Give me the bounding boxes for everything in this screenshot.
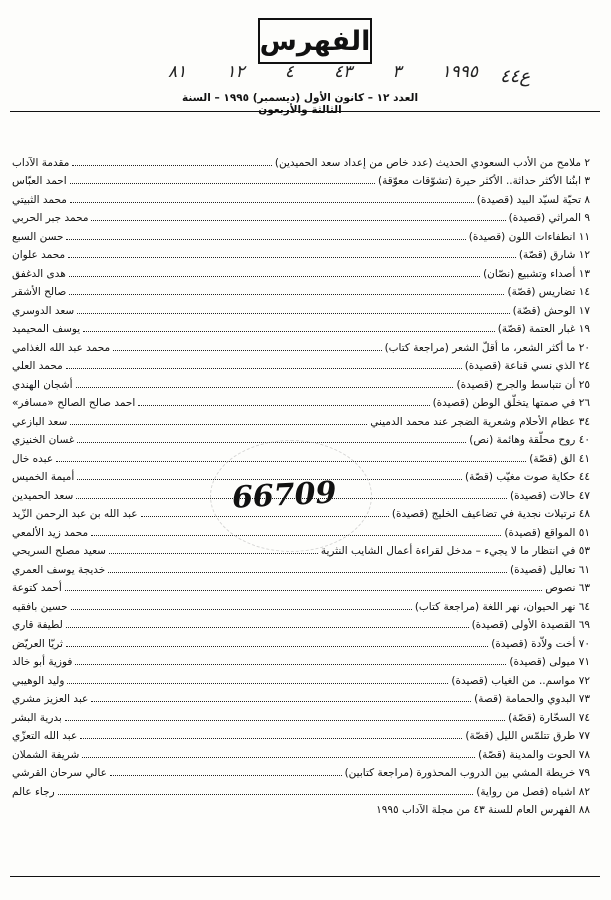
entry-title: ١٧ الوحش (قصّة) bbox=[512, 304, 590, 317]
entry-title: ٢٠ ما أكثر الشعر، ما أقلّ الشعر (مراجعة كتاب) bbox=[384, 341, 590, 354]
entry-author: رجاء عالم bbox=[12, 785, 55, 798]
entry-title: ٧٢ مواسم.. من الغياب (قصيدة) bbox=[451, 674, 590, 687]
entry-author: عالي سرحان القرشي bbox=[12, 767, 107, 779]
entry-title: ١٩ غبار العتمة (قصّة) bbox=[497, 323, 590, 335]
dot-leader bbox=[66, 368, 462, 369]
entry-author: خديجة يوسف العمري bbox=[12, 563, 106, 576]
entry-title: ٩ المراثي (قصيدة) bbox=[508, 212, 590, 224]
toc-entry bbox=[12, 779, 590, 798]
entry-title: ٤٧ حالات (قصيدة) bbox=[509, 489, 590, 502]
handwritten-number: ١٩٩٥ bbox=[441, 62, 478, 82]
entry-title: ٣ ابنُنا الأكثر حداثة.. الأكثر حيرة (تشوّقات معوّقة) bbox=[378, 175, 590, 187]
toc-entry bbox=[12, 409, 590, 428]
entry-title: ٧٣ البدوي والحمامة (قصة) bbox=[474, 693, 590, 705]
entry-author: عبده خال bbox=[12, 452, 54, 465]
toc-entry bbox=[12, 631, 590, 650]
dot-leader bbox=[82, 757, 475, 758]
entry-author: أحمد كتوعة bbox=[12, 582, 62, 594]
issue-info: العدد ١٢ – كانون الأول (ديسمبر) ١٩٩٥ – السنة الثالثة والأربعون bbox=[181, 92, 419, 116]
entry-author: سعيد مصلح السريحي bbox=[12, 545, 106, 557]
entry-title: ٧٠ أخت ولاّدة (قصيدة) bbox=[491, 637, 590, 650]
entry-author: أميمة الخميس bbox=[12, 471, 75, 483]
dot-leader bbox=[76, 387, 454, 388]
entry-title: ٢ ملامح من الأدب السعودي الحديث (عدد خاص من إعداد سعد الحميدين) bbox=[274, 156, 590, 169]
dot-leader bbox=[69, 294, 504, 295]
dot-leader bbox=[71, 609, 412, 610]
entry-author: محمد العلي bbox=[12, 360, 63, 372]
dot-leader bbox=[110, 775, 342, 776]
bottom-divider bbox=[10, 876, 600, 877]
toc-entry bbox=[12, 354, 590, 373]
entry-author: وليد الوهيبي bbox=[12, 674, 65, 687]
entry-title: ١١ انطفاءات اللون (قصيدة) bbox=[468, 230, 590, 243]
toc-entry bbox=[12, 298, 590, 317]
entry-author: غسان الخنيزي bbox=[12, 434, 75, 446]
entry-title: ٧٩ خريطة المشي بين الدروب المحذورة (مراجعة كتابين) bbox=[344, 767, 590, 779]
entry-author: محمد جبر الحربي bbox=[12, 212, 89, 224]
toc-entry bbox=[12, 742, 590, 761]
entry-title: ١٣ أصداء وتشبيع (نصّان) bbox=[483, 267, 590, 280]
toc-entry bbox=[12, 798, 590, 817]
entry-title: ٣٤ عظام الأحلام وشعرية الضجر عند محمد الدميني bbox=[370, 415, 590, 428]
entry-title: ٨٢ اشباه (فصل من رواية) bbox=[476, 785, 590, 798]
entry-title: ٧٤ السحّارة (قصّة) bbox=[508, 711, 590, 724]
entry-title: ١٢ شارق (قصّة) bbox=[518, 249, 590, 261]
entry-author: فوزية أبو خالد bbox=[12, 656, 73, 668]
entry-title: ١٤ تضاريس (قصّة) bbox=[507, 286, 590, 298]
entry-title: ٧٨ الحوت والمدينة (قصّة) bbox=[478, 748, 590, 761]
dot-leader bbox=[65, 720, 505, 721]
entry-title: ٨ تحيّة لسيّد البيد (قصيدة) bbox=[476, 193, 590, 206]
dot-leader bbox=[77, 313, 509, 314]
entry-title: ٦٣ نصوص bbox=[545, 582, 590, 594]
entry-title: ٦١ تعاليل (قصيدة) bbox=[510, 563, 590, 576]
entry-author: شريفة الشملان bbox=[12, 748, 80, 761]
toc-entry bbox=[12, 594, 590, 613]
entry-title: ٧١ ميولى (قصيدة) bbox=[509, 656, 590, 668]
toc-entry bbox=[12, 224, 590, 243]
toc-entry bbox=[12, 576, 590, 595]
toc-entry bbox=[12, 243, 590, 262]
dot-leader bbox=[80, 738, 462, 739]
toc-entry bbox=[12, 761, 590, 780]
toc-entry bbox=[12, 705, 590, 724]
dot-leader bbox=[70, 424, 367, 425]
page-title: الفهرس bbox=[258, 18, 372, 64]
handwritten-number: ٨١ bbox=[168, 62, 187, 82]
toc-entry bbox=[12, 335, 590, 354]
entry-author: حسن السبع bbox=[12, 230, 64, 243]
entry-author: صالح الأشقر bbox=[12, 286, 67, 298]
entry-author: عبد العزيز مشري bbox=[12, 693, 89, 705]
entry-author: محمد عبد الله الغذامي bbox=[12, 341, 111, 354]
dot-leader bbox=[70, 183, 375, 184]
handwritten-number: ٣ bbox=[392, 62, 402, 82]
dot-leader bbox=[91, 701, 471, 702]
dot-leader bbox=[75, 664, 506, 665]
entry-title: ٢٥ أن تتباسط والجرح (قصيدة) bbox=[456, 378, 590, 391]
entry-author: لطيفة قاري bbox=[12, 619, 63, 631]
entry-author: سعد الدوسري bbox=[12, 304, 75, 317]
entry-title: ٤٨ ترتيلات نجدية في تضاعيف الخليج (قصيدة) bbox=[391, 508, 590, 520]
dot-leader bbox=[138, 405, 429, 406]
top-divider bbox=[10, 111, 600, 112]
entry-author: عبد الله التعزّي bbox=[12, 730, 78, 742]
handwritten-signature: ع٤٤ bbox=[500, 66, 531, 87]
toc-entry bbox=[12, 187, 590, 206]
handwritten-number: ٤٣ bbox=[333, 62, 353, 82]
toc-entry bbox=[12, 280, 590, 299]
entry-title: ٦٤ نهر الحيوان، نهر اللغة (مراجعة كتاب) bbox=[414, 600, 590, 613]
dot-leader bbox=[67, 683, 448, 684]
dot-leader bbox=[70, 202, 474, 203]
entry-author: سعد الحميدين bbox=[12, 489, 74, 502]
toc-entry bbox=[12, 169, 590, 188]
entry-title: ٥٣ في انتظار ما لا يجيء – مدخل لقراءة أعمال الشايب النثرية bbox=[320, 545, 590, 557]
entry-title: ٤٤ حكاية صوت مغيّب (قصّة) bbox=[464, 471, 590, 483]
toc-entry bbox=[12, 317, 590, 336]
toc-entry bbox=[12, 613, 590, 632]
entry-author: بدرية البشر bbox=[12, 711, 62, 724]
toc-entry bbox=[12, 668, 590, 687]
entry-author: ثريّا العريّض bbox=[12, 637, 63, 650]
dot-leader bbox=[68, 257, 516, 258]
toc-entry bbox=[12, 724, 590, 743]
entry-author: محمد الثبيتي bbox=[12, 193, 67, 206]
entry-title: ٢٤ الذي نسي قناعة (قصيدة) bbox=[464, 360, 590, 372]
dot-leader bbox=[83, 331, 495, 332]
dot-leader bbox=[66, 239, 465, 240]
entry-title: ٥١ المواقع (قصيدة) bbox=[504, 526, 590, 539]
dot-leader bbox=[58, 794, 474, 795]
entry-author: احمد صالح الصالح «مسافر» bbox=[12, 397, 136, 409]
toc-entry bbox=[12, 650, 590, 669]
dot-leader bbox=[113, 350, 381, 351]
handwritten-annotation bbox=[168, 62, 478, 88]
entry-title: ٢٦ في صمتها يتخلّق الوطن (قصيدة) bbox=[432, 397, 590, 409]
dot-leader bbox=[91, 220, 505, 221]
entry-author: يوسف المحيميد bbox=[12, 323, 81, 335]
entry-author: مقدمة الآداب bbox=[12, 156, 70, 169]
entry-author: سعد البازعي bbox=[12, 415, 68, 428]
dot-leader bbox=[108, 572, 507, 573]
entry-author: محمد علوان bbox=[12, 249, 66, 261]
toc-entry bbox=[12, 206, 590, 225]
handwritten-number: ١٢ bbox=[226, 62, 245, 82]
dot-leader bbox=[109, 553, 318, 554]
handwritten-number: ٤ bbox=[284, 62, 294, 82]
toc-entry bbox=[12, 391, 590, 410]
toc-entry bbox=[12, 150, 590, 169]
entry-author: هدى الدغفق bbox=[12, 267, 66, 280]
entry-author: عبد الله بن عبد الرحمن الزّيد bbox=[12, 508, 138, 520]
entry-title: ٨٨ الفهرس العام للسنة ٤٣ من مجلة الآداب ١٩٩٥ bbox=[376, 804, 590, 816]
toc-entry bbox=[12, 372, 590, 391]
entry-author: أشجان الهندي bbox=[12, 378, 73, 391]
entry-title: ٤٠ روح محلّقة وهائمة (نص) bbox=[469, 434, 590, 446]
toc-entry bbox=[12, 261, 590, 280]
dot-leader bbox=[65, 590, 542, 591]
entry-author: حسين بافقيه bbox=[12, 600, 68, 613]
toc-entry bbox=[12, 687, 590, 706]
dot-leader bbox=[72, 165, 271, 166]
entry-author: محمد زيد الألمعي bbox=[12, 526, 89, 539]
entry-title: ٦٩ القصيدة الأولى (قصيدة) bbox=[471, 619, 590, 631]
entry-author: احمد العبّاس bbox=[12, 175, 67, 187]
dot-leader bbox=[69, 276, 480, 277]
dot-leader bbox=[66, 627, 469, 628]
toc-entry bbox=[12, 557, 590, 576]
entry-title: ٧٧ طرق تتلمّس الليل (قصّة) bbox=[465, 730, 590, 742]
dot-leader bbox=[66, 646, 488, 647]
entry-title: ٤١ الق (قصّة) bbox=[529, 452, 590, 465]
stamp-number: 66709 bbox=[231, 475, 338, 516]
